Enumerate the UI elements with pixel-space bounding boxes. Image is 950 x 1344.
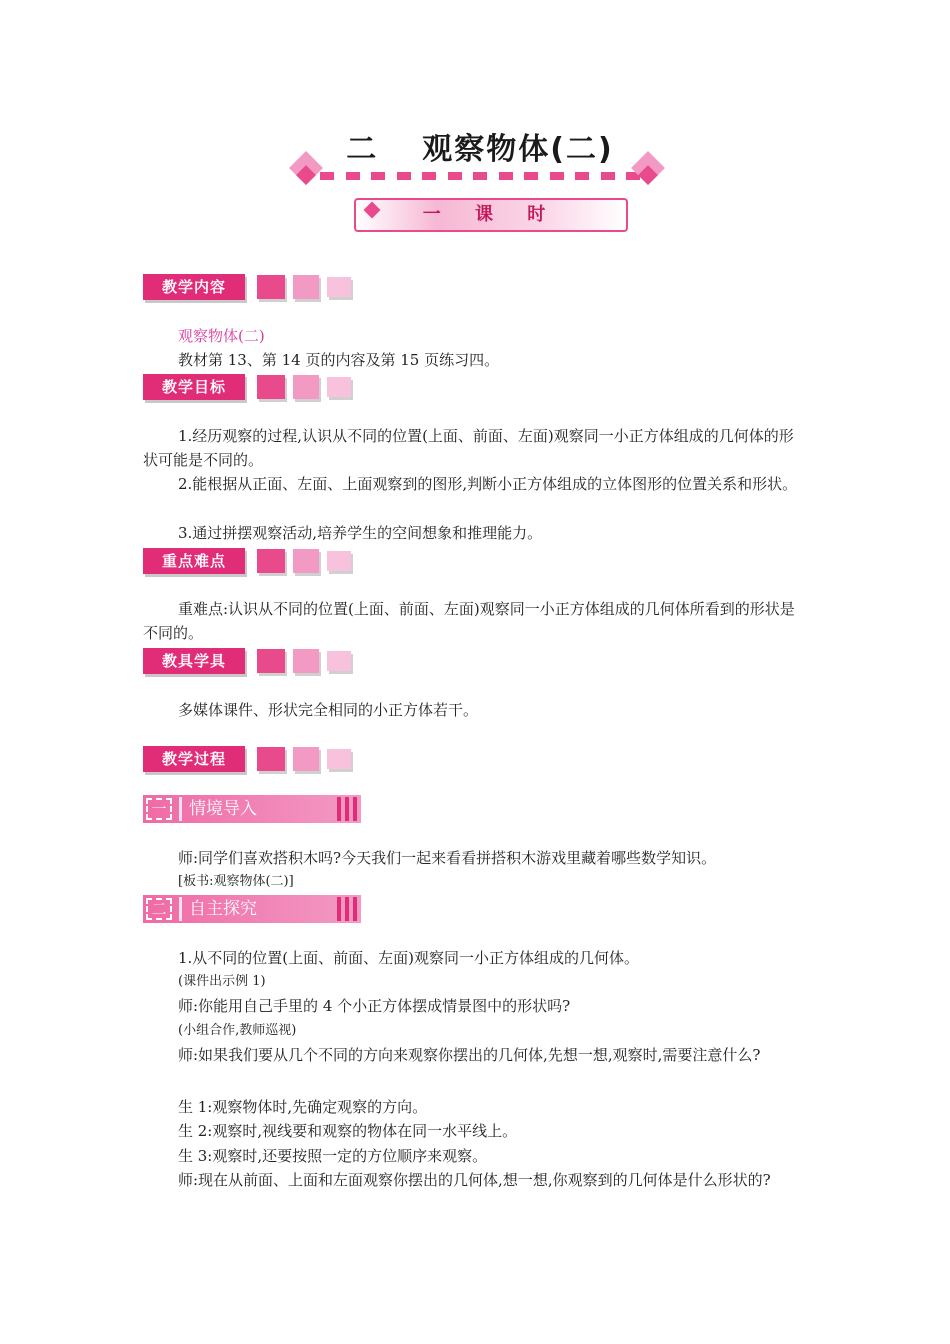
section-header-tools (143, 648, 351, 674)
goal-item: 1.经历观察的过程,认识从不同的位置(上面、前面、左面)观察同一小正方体组成的几何体的形状可能是不同的。 (143, 427, 794, 469)
explore-line: 生 1:观察物体时,先确定观察的方向。 (178, 1098, 428, 1116)
goal-item: 3.通过拼摆观察活动,培养学生的空间想象和推理能力。 (178, 524, 543, 542)
page-title (330, 124, 630, 168)
explore-line: 1.从不同的位置(上面、前面、左面)观察同一小正方体组成的几何体。 (178, 949, 640, 967)
section-label: 教具学具 (143, 648, 245, 674)
content-pages: 教材第 13、第 14 页的内容及第 15 页练习四。 (178, 351, 500, 369)
content-topic: 观察物体(二) (178, 327, 265, 345)
step-header-explore (143, 895, 361, 923)
section-label: 教学过程 (143, 746, 245, 772)
step-number: 一 (146, 798, 172, 820)
chapter-title: 观察物体(二) (422, 132, 614, 167)
step-label: 情境导入 (189, 799, 257, 819)
step-header-intro (143, 795, 361, 823)
explore-line: 师:现在从前面、上面和左面观察你摆出的几何体,想一想,你观察到的几何体是什么形状的? (178, 1171, 771, 1189)
explore-line: (课件出示例 1) (178, 974, 266, 989)
section-label: 教学内容 (143, 274, 245, 300)
intro-line: 师:同学们喜欢搭积木吗?今天我们一起来看看拼搭积木游戏里藏着哪些数学知识。 (178, 849, 717, 867)
explore-line: 生 3:观察时,还要按照一定的方位顺序来观察。 (178, 1147, 488, 1165)
lesson-banner: 一 课 时 (354, 198, 628, 232)
chapter-number: 二 (346, 132, 379, 167)
section-label: 教学目标 (143, 374, 245, 400)
dash-decoration (320, 172, 640, 180)
key-points-text: 重难点:认识从不同的位置(上面、前面、左面)观察同一小正方体组成的几何体所看到的形状是不同的。 (143, 600, 795, 642)
explore-line: (小组合作,教师巡视) (178, 1023, 297, 1038)
explore-line: 师:你能用自己手里的 4 个小正方体摆成情景图中的形状吗? (178, 997, 571, 1015)
tools-text: 多媒体课件、形状完全相同的小正方体若干。 (178, 701, 479, 719)
diamond-decoration-left (289, 151, 323, 185)
section-header-key-points (143, 548, 351, 574)
explore-line: 师:如果我们要从几个不同的方向来观察你摆出的几何体,先想一想,观察时,需要注意什么? (178, 1046, 761, 1064)
section-header-process (143, 746, 351, 772)
section-label: 重点难点 (143, 548, 245, 574)
section-header-goals (143, 374, 351, 400)
step-label: 自主探究 (189, 899, 257, 919)
title-block (280, 120, 680, 240)
step-number: 二 (146, 898, 172, 920)
section-header-content (143, 274, 351, 300)
explore-line: 生 2:观察时,视线要和观察的物体在同一水平线上。 (178, 1122, 518, 1140)
goal-item: 2.能根据从正面、左面、上面观察到的图形,判断小正方体组成的立体图形的位置关系和形状。 (178, 475, 798, 493)
intro-board: [板书:观察物体(二)] (178, 874, 294, 889)
